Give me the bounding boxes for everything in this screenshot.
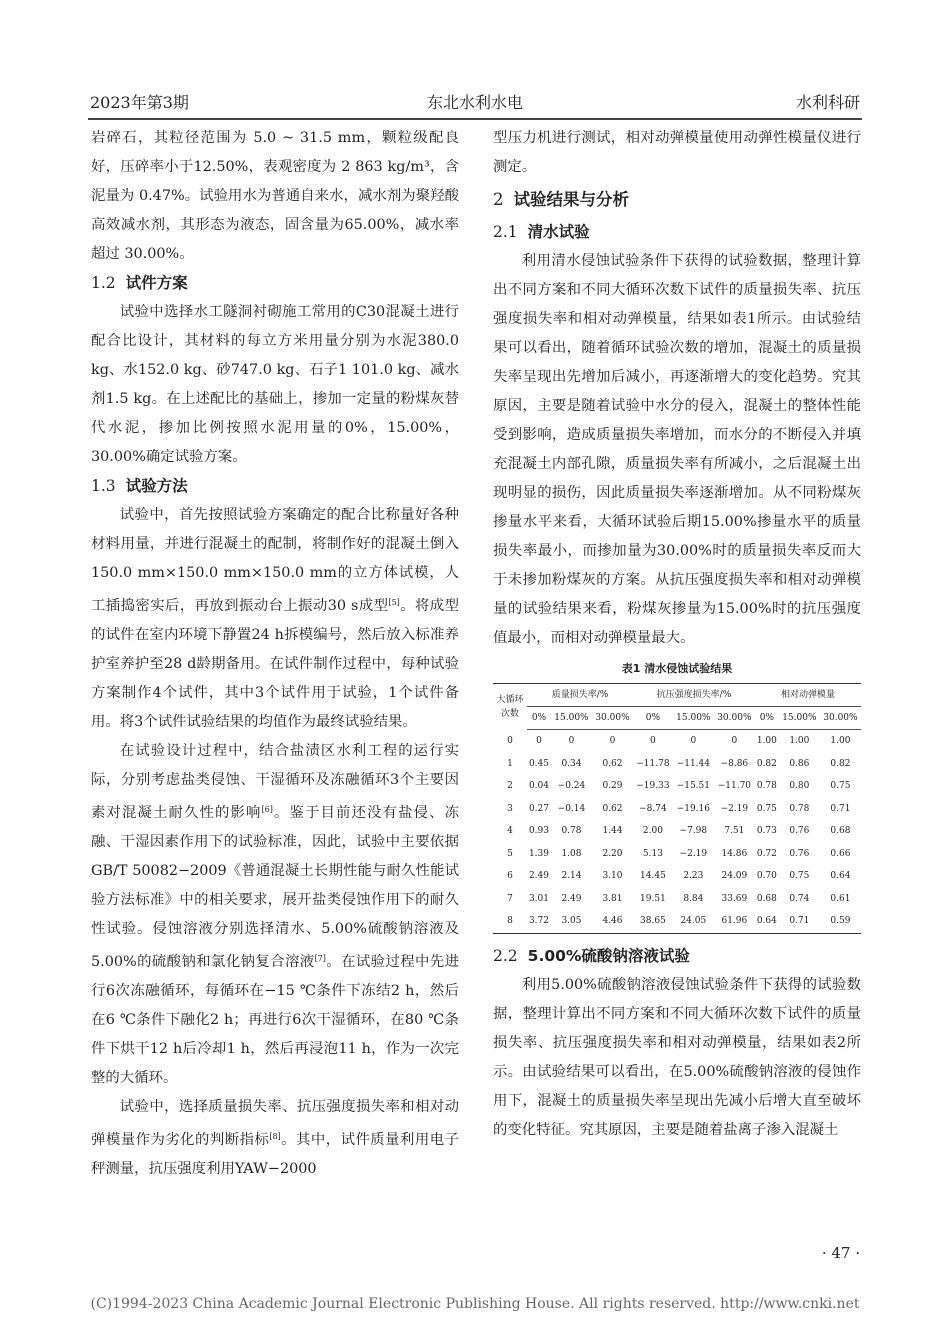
table-cell: −0.14 (557, 803, 586, 814)
section-number: 1.3 (91, 477, 116, 495)
table-cell: 0.71 (779, 910, 820, 933)
table-cell: 0 (536, 736, 542, 746)
table-cell: −8.86 (720, 758, 749, 769)
table-cell: 0.61 (830, 893, 851, 904)
section-heading-2-2 (493, 942, 861, 971)
table-cell: 0.75 (756, 803, 777, 814)
table-cell: 2.49 (561, 893, 582, 904)
table-cell: 5 (507, 848, 513, 859)
page-number: · 47 · (821, 1244, 860, 1262)
section-title: 清水试验 (527, 223, 590, 241)
section-heading-1-3 (91, 472, 459, 501)
table-cell: 2.23 (683, 871, 704, 881)
table-cell: 3 (507, 803, 513, 814)
table-cell: 7.51 (724, 826, 745, 836)
table-cell: 0.45 (528, 758, 549, 769)
table-cell: 2 (507, 781, 513, 791)
paragraph: 岩碎石，其粒径范围为 5.0 ~ 31.5 mm，颗粒级配良好，压碎率小于12.50%，表观密度为 2 863 kg/m³，含泥量为 0.47%。试验用水为普通自来水，减水剂为聚羟酸高效减水剂，其形态为液态，固含量为65.00%，减水率超过 30.00%。 (91, 130, 459, 262)
table-cell: 2.14 (561, 871, 582, 881)
table-cell: −2.19 (679, 848, 708, 859)
table-cell: 0.78 (756, 781, 777, 791)
citation-ref[interactable]: [8] (269, 1132, 281, 1141)
table-cell: 0.70 (756, 871, 777, 881)
table-cell: 0.76 (789, 826, 810, 836)
paragraph-text: 。在试验过程中先进行6次冻融循环，每循环在−15 ℃条件下冻结2 h，然后在6 ℃条件下融化2 h；再进行6次干湿循环，在80 ℃条件下烘干12 h后冷却1 h，然后再浸泡11 h，作为一次完整的大循环。 (91, 954, 459, 1086)
table-cell: 3.72 (527, 910, 551, 933)
table-cell: 0.78 (789, 803, 810, 814)
table-cell: −15.51 (676, 781, 710, 791)
table-cell: 38.65 (633, 910, 673, 933)
table-cell: 0.66 (830, 848, 851, 859)
paragraph-text: 试验中，首先按照试验方案确定的配合比称量好各种材料用量，并进行混凝土的配制，将制作好的混凝土倒入150.0 mm×150.0 mm×150.0 mm的立方体试模，人工插捣密实后，再放到振动台上振动30 s成型 (91, 507, 459, 614)
table-body (493, 730, 861, 934)
table-cell: 24.09 (721, 871, 748, 881)
table-cell: 0 (690, 736, 697, 746)
table-cell: 0.64 (830, 871, 851, 881)
table-cell: 0 (650, 736, 656, 746)
table-cell: 6 (507, 871, 513, 881)
table-cell: 0.68 (830, 826, 851, 836)
table-cell: 3.10 (602, 871, 623, 881)
table-cell: 3.81 (602, 893, 623, 904)
table-cell: 33.69 (721, 893, 748, 904)
table-cell: 0 (507, 735, 513, 746)
sub-header-cell: 30.00% (592, 707, 633, 730)
results-table (493, 683, 861, 934)
group-header: 相对动弹模量 (755, 684, 861, 707)
table-cell: −7.98 (679, 826, 708, 836)
table-row (493, 888, 861, 911)
paragraph-text: 在试验设计过程中，结合盐渍区水利工程的运行实际，分别考虑盐类侵蚀、干湿循环及冻融循环3个主要因素对混凝土耐久性的影响 (91, 743, 459, 821)
table-cell: 0 (731, 736, 738, 746)
table-row (493, 730, 861, 753)
section-number: 1.2 (91, 274, 116, 292)
paragraph: 利用清水侵蚀试验条件下获得的试验数据，整理计算出不同方案和不同大循环次数下试件的质量损失率、抗压强度损失率和相对动弹模量，结果如表1所示。由试验结果可以看出，随着循环试验次数的增加，混凝土的质量损失率呈现出先增加后减小，再逐渐增大的变化趋势。究其原因，主要是随着试验中水分的侵入，混凝土的整体性能受到影响，造成质量损失率增加，而水分的不断侵入并填充混凝土内部孔隙，质量损失率有所减小，之后混凝土出现明显的损伤，因此质量损失率逐渐增加。从不同粉煤灰掺量水平来看，大循环试验后期15.00%掺量水平的质量损失率最小，而掺加量为30.00%时的质量损失率反而大于未掺加粉煤灰的方案。从抗压强度损失率和相对动弹模量的试验结果来看，粉煤灰掺量为15.00%时的抗压强度值最小，而相对动弹模量最大。 (493, 253, 861, 646)
table-cell: 5.13 (642, 848, 663, 859)
citation-ref[interactable]: [6] (261, 805, 273, 814)
sub-header-cell: 30.00% (820, 707, 861, 730)
table-cell: 0.64 (755, 910, 779, 933)
table-cell: 1.44 (602, 826, 623, 836)
sub-header-cell: 15.00% (551, 707, 592, 730)
citation-ref[interactable]: [7] (314, 954, 326, 963)
group-header: 抗压强度损失率/% (633, 684, 755, 707)
paragraph: 型压力机进行测试，相对动弹模量使用动弹性模量仪进行测定。 (493, 130, 861, 175)
table-cell: −2.19 (720, 803, 749, 814)
table-row (493, 865, 861, 888)
table-cell: 4 (507, 826, 513, 836)
table-cell: −0.24 (557, 781, 586, 791)
paragraph (91, 1093, 459, 1184)
table-cell: 24.05 (673, 910, 714, 933)
sub-header-cell: 15.00% (673, 707, 714, 730)
table-cell: −19.16 (676, 803, 710, 814)
table-cell: 1.39 (528, 848, 549, 859)
journal-issue: 2023年第3期 (90, 93, 189, 112)
paragraph (91, 737, 459, 1093)
group-header: 质量损失率/% (527, 684, 633, 707)
table-cell: 0.75 (830, 781, 851, 791)
left-column (91, 124, 459, 1184)
table-cell: 1 (507, 758, 513, 769)
sub-header-row (493, 707, 861, 730)
header-rule (88, 118, 862, 120)
paragraph-text: 试验中，选择质量损失率、抗压强度损失率和相对动弹模量作为劣化的判断指标 (91, 1099, 459, 1148)
running-header (88, 86, 862, 118)
table-cell: 8.84 (683, 893, 704, 904)
sub-header-cell: 30.00% (714, 707, 755, 730)
table-row (493, 775, 861, 798)
table-cell: 0.72 (756, 848, 777, 859)
table-cell: 0.73 (756, 826, 777, 836)
table-cell: 61.96 (714, 910, 755, 933)
table-cell: 0.59 (820, 910, 861, 933)
table-row (493, 843, 861, 866)
table-cell: 1.00 (830, 736, 851, 746)
paragraph-text: 。鉴于目前还没有盐侵、冻融、干湿因素作用下的试验标准，因此，试验中主要依据GB/T 50082−2009《普通混凝土长期性能与耐久性能试验方法标准》中的相关要求，展开盐类侵蚀作用下的耐久性试验。侵蚀溶液分别选择清水、5.00%硫酸钠溶液及5.00%的硫酸钠和氯化钠复合溶液 (91, 805, 459, 970)
table-cell: 0.34 (561, 758, 582, 769)
section-number: 2 (493, 190, 504, 209)
table-cell: 0.82 (756, 758, 777, 769)
table-cell: −11.78 (636, 758, 670, 769)
table-cell: −11.70 (717, 781, 752, 791)
sub-header-cell: 15.00% (779, 707, 820, 730)
section-heading-2 (493, 182, 861, 218)
table-cell: 0.86 (789, 758, 810, 769)
section-title: 试件方案 (125, 274, 188, 292)
table-cell: 0.27 (528, 803, 549, 814)
table-cell: 0.76 (789, 848, 810, 859)
section-title: 试验方法 (125, 477, 188, 495)
table-cell: 14.45 (640, 871, 666, 881)
table-cell: 0 (568, 736, 575, 746)
table-cell: 4.46 (592, 910, 633, 933)
section-title: 试验结果与分析 (513, 190, 629, 209)
table-cell: −19.33 (636, 781, 670, 791)
table-cell: 14.86 (721, 848, 748, 859)
table-cell: 1.00 (789, 736, 810, 746)
table-cell: 0.62 (602, 758, 623, 769)
table-cell: 8 (493, 910, 527, 933)
right-column (493, 124, 861, 1145)
row-header: 大循环次数 (493, 684, 527, 730)
table-cell: 2.20 (602, 848, 623, 859)
table-cell: −8.74 (639, 803, 667, 814)
table-cell: 0.29 (602, 781, 623, 791)
table-cell: 1.00 (756, 736, 777, 746)
table-cell: 0.78 (561, 826, 582, 836)
sub-header-cell: 0% (527, 707, 551, 730)
table-row (493, 798, 861, 821)
section-heading-1-2 (91, 269, 459, 298)
table-row (493, 820, 861, 843)
table-cell: 3.05 (551, 910, 592, 933)
table-cell: 0.82 (830, 758, 851, 769)
table-cell: 0.68 (756, 893, 777, 904)
citation-ref[interactable]: [5] (388, 598, 400, 607)
table-cell: 0.75 (789, 871, 810, 881)
table-cell: 1.08 (561, 848, 582, 859)
table-row (493, 753, 861, 776)
journal-name: 东北水利水电 (426, 93, 523, 112)
paragraph-text: 。将成型的试件在室内环境下静置24 h拆模编号，然后放入标准养护室养护至28 d龄期备用。在试件制作过程中，每种试验方案制作4个试件，其中3个试件用于试验，1个试件备用。将3个试件试验结果的均值作为最终试验结果。 (91, 598, 459, 730)
table-row (493, 910, 861, 933)
table-cell: 7 (507, 893, 513, 904)
section-number: 2.2 (493, 946, 518, 965)
table-cell: 0.93 (528, 826, 549, 836)
table-cell: 2.00 (642, 826, 663, 836)
table-cell: −11.44 (676, 758, 710, 769)
sub-header-cell: 0% (633, 707, 673, 730)
paragraph (91, 501, 459, 737)
table-cell: 3.01 (528, 893, 549, 904)
table-cell: 0.80 (789, 781, 810, 791)
table-cell: 0 (609, 736, 616, 746)
paragraph: 试验中选择水工隧洞衬砌施工常用的C30混凝土进行配合比设计，其材料的每立方米用量分别为水泥380.0 kg、水152.0 kg、砂747.0 kg、石子1 101.0 kg、减水剂1.5 kg。在上述配比的基础上，掺加一定量的粉煤灰替代水泥，掺加比例按照水泥用量的0%，15.00%，30.00%确定试验方案。 (91, 304, 459, 465)
copyright-footer: (C)1994-2023 China Academic Journal Electronic Publishing House. All rights reserved. http://www.cnki.net (90, 1296, 860, 1312)
table-cell: 19.51 (640, 893, 666, 904)
table-caption: 表1 清水侵蚀试验结果 (621, 662, 733, 675)
table-cell: 0.04 (528, 781, 549, 791)
table-cell: 0.62 (602, 803, 623, 814)
paragraph: 利用5.00%硫酸钠溶液侵蚀试验条件下获得的试验数据，整理计算出不同方案和不同大循环次数下试件的质量损失率、抗压强度损失率和相对动弹模量，结果如表2所示。由试验结果可以看出，在5.00%硫酸钠溶液的侵蚀作用下，混凝土的质量损失率呈现出先减小后增大直至破坏的变化特征。究其原因，主要是随着盐离子渗入混凝土 (493, 976, 861, 1138)
table-cell: 0.74 (789, 893, 810, 904)
journal-section: 水利科研 (795, 93, 860, 112)
paragraph-text: 。其中，试件质量利用电子秤测量，抗压强度利用YAW−2000 (91, 1132, 459, 1177)
table-cell: 0.71 (830, 803, 851, 814)
section-title: 5.00%硫酸钠溶液试验 (527, 946, 690, 965)
section-heading-2-1 (493, 218, 861, 247)
table-cell: 2.49 (528, 871, 549, 881)
sub-header-cell: 0% (755, 707, 779, 730)
section-number: 2.1 (493, 223, 518, 241)
